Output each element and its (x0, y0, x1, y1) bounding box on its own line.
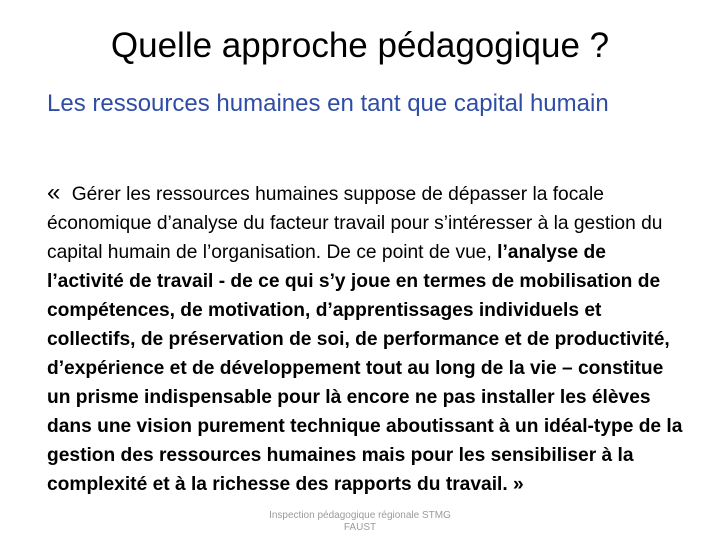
slide-title: Quelle approche pédagogique ? (110, 26, 610, 65)
quote-paragraph (47, 178, 687, 499)
footer-line-2: FAUST (343, 522, 377, 533)
slide-subtitle: Les ressources humaines en tant que capital humain (47, 90, 609, 117)
opening-quote-mark: « (47, 179, 61, 206)
quote-regular-text: Gérer les ressources humaines suppose de dépasser la focale économique d’analyse du facteur travail pour s’intéresser à la gestion du capital humain de l’organisation. De ce point de vue, (47, 184, 663, 263)
quote-bold-text: l’analyse de l’activité de travail - de ce qui s’y joue en termes de mobilisation de compétences, de motivation, d’apprentissages individuels et collectifs, de préservation de soi, de performance et de productivité, d’expérience et de développement tout au long de la vie – constitue un prisme indispensable pour là encore ne pas installer les élèves dans une vision purement technique aboutissant à un idéal-type de la gestion des ressources humaines mais pour les sensibiliser à la complexité et à la richesse des rapports du travail. (47, 242, 683, 495)
closing-quote-mark: » (513, 474, 524, 495)
slide-footer (255, 510, 465, 534)
footer-line-1: Inspection pédagogique régionale STMG (269, 510, 451, 521)
